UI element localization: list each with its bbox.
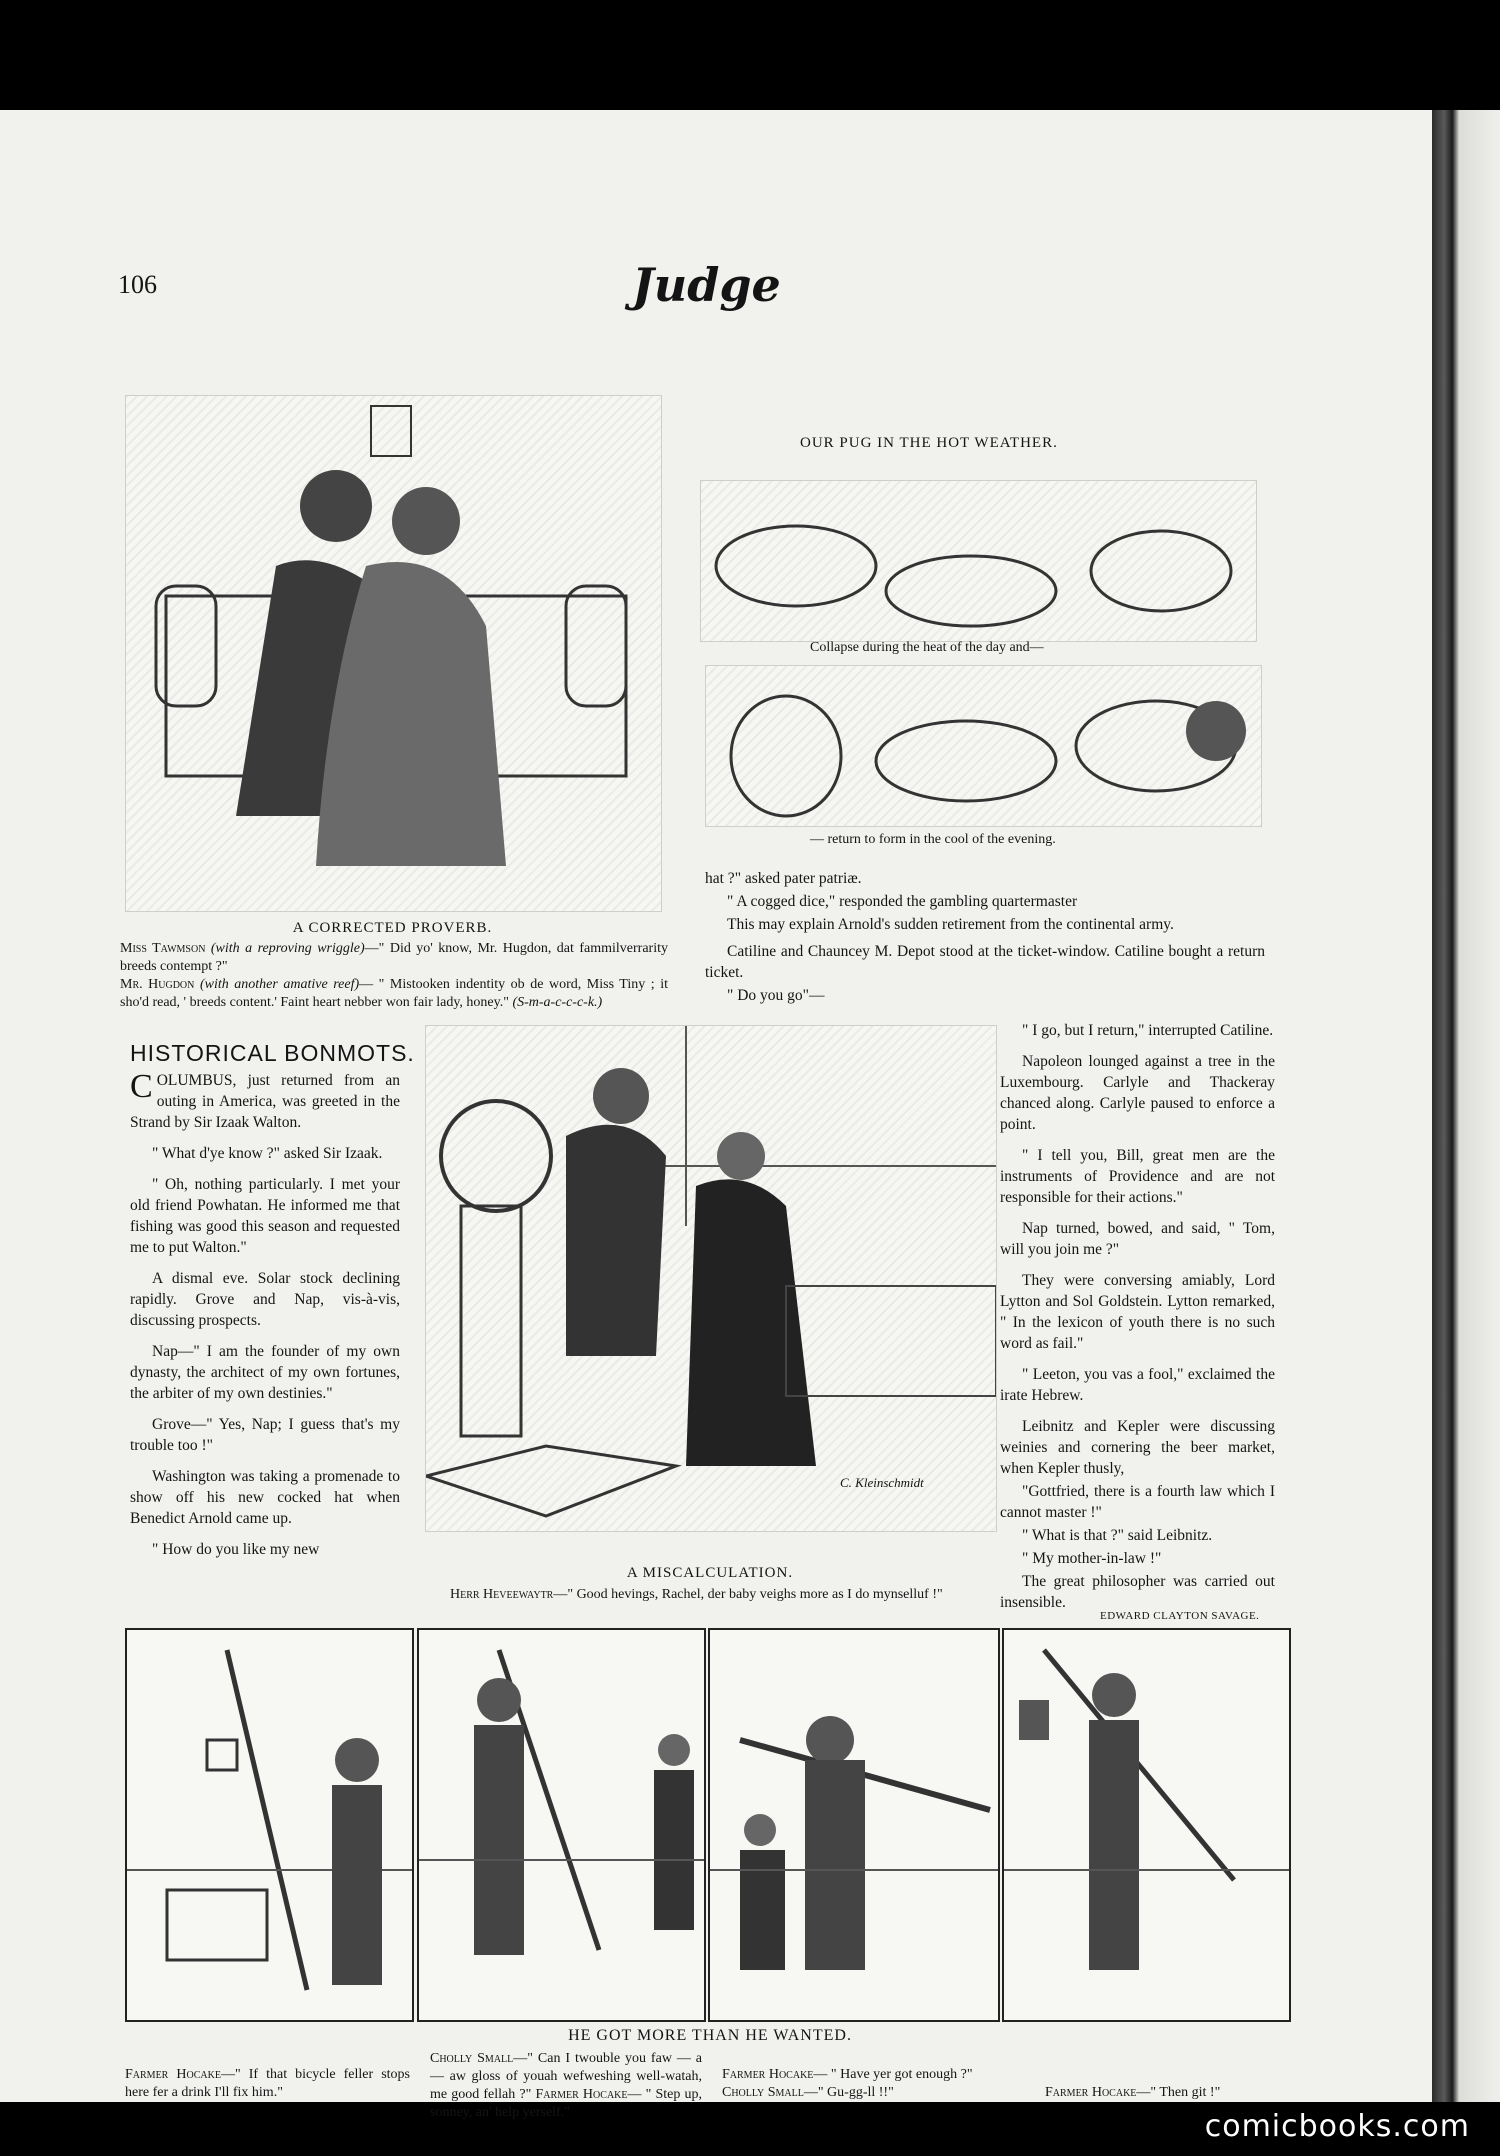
pump-handle-drawing bbox=[710, 1630, 998, 2020]
bonmots-para: "Gottfried, there is a fourth law which I cannot master !" bbox=[1000, 1483, 1275, 1521]
couple-on-sofa-drawing bbox=[126, 396, 661, 911]
bonmots-para: They were conversing amiably, Lord Lytton and Sol Goldstein. Lytton remarked, " In the lexicon of youth there is no such word as fail." bbox=[1000, 1272, 1275, 1352]
pug-caption-1: Collapse during the heat of the day and— bbox=[810, 640, 1044, 655]
bonmots-para: " A cogged dice," responded the gambling quartermaster bbox=[727, 893, 1078, 910]
bonmots-para: A dismal eve. Solar stock declining rapidly. Grove and Nap, vis-à-vis, discussing prospects. bbox=[130, 1270, 400, 1329]
weighing-scale-drawing bbox=[426, 1026, 996, 1531]
strip-caption-4 bbox=[1045, 2084, 1305, 2102]
strip-caption-speaker: Farmer Hocake bbox=[125, 2067, 221, 2082]
proverb-sfx: (S-m-a-c-c-c-k.) bbox=[512, 995, 603, 1010]
bonmots-para: " What is that ?" said Leibnitz. bbox=[1022, 1527, 1213, 1544]
proverb-direction2: (with another amative reef) bbox=[199, 977, 360, 992]
proverb-line1: —" Did yo' know, Mr. Hugdon, dat fammilverrarity breeds contempt ?" bbox=[120, 941, 668, 974]
pug-illustration-bottom bbox=[705, 665, 1262, 827]
strip-caption-2 bbox=[430, 2050, 702, 2122]
bonmots-para: Napoleon lounged against a tree in the Luxembourg. Carlyle and Thackeray chanced along. Carlyle paused to enforce a point. bbox=[1000, 1053, 1275, 1133]
bonmots-para: Nap—" I am the founder of my own dynasty, the architect of my own fortunes, the arbiter of my own destinies." bbox=[130, 1343, 400, 1402]
watermark: comicbooks.com bbox=[1204, 2109, 1470, 2144]
pug-title: OUR PUG IN THE HOT WEATHER. bbox=[800, 435, 1058, 451]
bonmots-mid-column bbox=[705, 868, 1265, 1016]
proverb-speaker1: Miss Tawmson bbox=[120, 941, 206, 956]
strip-panel-3 bbox=[708, 1628, 1000, 2022]
bonmots-para: Washington was taking a promenade to show off his new cocked hat when Benedict Arnold came up. bbox=[130, 1468, 400, 1527]
strip-caption-speaker-2: Cholly Small bbox=[722, 2085, 804, 2100]
strip-caption-text-2: — " Step up, sonney, an' help yerself." bbox=[430, 2087, 703, 2120]
strip-caption-text: —" If that bicycle feller stops here fer a drink I'll fix him." bbox=[125, 2067, 410, 2100]
bonmots-byline: EDWARD CLAYTON SAVAGE. bbox=[1100, 1610, 1260, 1622]
strip-caption-text: —" Can I twouble you faw — a — aw gloss of youah wefweshing well-watah, me good fellah ?" bbox=[430, 2051, 702, 2102]
strip-caption-speaker-2: Farmer Hocake bbox=[535, 2087, 628, 2102]
strip-panel-1 bbox=[125, 1628, 414, 2022]
strip-caption-text-2: —" Gu-gg-ll !!" bbox=[803, 2085, 894, 2100]
bonmots-para: Grove—" Yes, Nap; I guess that's my trouble too !" bbox=[130, 1416, 400, 1454]
bonmots-para: " I tell you, Bill, great men are the instruments of Providence and are not responsible for their actions." bbox=[1000, 1147, 1275, 1206]
strip-title: HE GOT MORE THAN HE WANTED. bbox=[568, 2027, 852, 2044]
proverb-dialogue bbox=[120, 940, 668, 1012]
drop-cap: C bbox=[130, 1068, 153, 1105]
bonmots-para: " I go, but I return," interrupted Catiline. bbox=[1022, 1022, 1274, 1039]
strip-panel-4 bbox=[1002, 1628, 1291, 2022]
miscalculation-artist-signature: C. Kleinschmidt bbox=[840, 1475, 924, 1490]
strip-caption-3 bbox=[722, 2066, 992, 2102]
proverb-illustration bbox=[125, 395, 662, 912]
bonmots-para: hat ?" asked pater patriæ. bbox=[705, 870, 862, 887]
bonmots-para: This may explain Arnold's sudden retirement from the continental army. bbox=[727, 916, 1174, 933]
strip-panel-2 bbox=[417, 1628, 706, 2022]
farmer-hit-by-bucket-drawing bbox=[1004, 1630, 1289, 2020]
proverb-line2: — " Mistooken indentity ob de word, Miss Tiny ; it sho'd read, ' breeds content.' Faint heart nebber won fair lady, honey." bbox=[120, 977, 669, 1010]
bonmots-title: HISTORICAL BONMOTS. bbox=[130, 1040, 415, 1066]
bonmots-para: " Do you go"— bbox=[727, 987, 825, 1004]
strip-caption-1 bbox=[125, 2066, 410, 2102]
strip-caption-speaker: Cholly Small bbox=[430, 2051, 514, 2066]
bonmots-para: " Leeton, you vas a fool," exclaimed the irate Hebrew. bbox=[1000, 1366, 1275, 1404]
farmer-and-cyclist-drawing bbox=[419, 1630, 704, 2020]
bonmots-para: " My mother-in-law !" bbox=[1022, 1550, 1162, 1567]
pugs-recovering-drawing bbox=[706, 666, 1261, 826]
miscalculation-caption bbox=[450, 1586, 1010, 1604]
miscalculation-speaker: Herr Heveewaytr bbox=[450, 1587, 554, 1602]
miscalculation-illustration bbox=[425, 1025, 997, 1532]
book-spine bbox=[1432, 110, 1500, 2102]
miscalculation-line: —" Good hevings, Rachel, der baby veighs more as I do mynselluf !" bbox=[553, 1587, 943, 1602]
strip-caption-speaker: Farmer Hocake bbox=[1045, 2085, 1137, 2100]
proverb-title: A CORRECTED PROVERB. bbox=[292, 920, 493, 936]
bonmots-right-column bbox=[1000, 1020, 1275, 1615]
pug-caption-2: — return to form in the cool of the evening. bbox=[810, 832, 1056, 847]
proverb-direction1: (with a reproving wriggle) bbox=[210, 941, 365, 956]
bonmots-para: COLUMBUS, just returned from an outing in America, was greeted in the Strand by Sir Izaak Walton. bbox=[130, 1068, 400, 1131]
pug-illustration-top bbox=[700, 480, 1257, 642]
bonmots-para: The great philosopher was carried out insensible. bbox=[1000, 1573, 1275, 1611]
bonmots-para: " What d'ye know ?" asked Sir Izaak. bbox=[152, 1145, 383, 1162]
farmer-at-well-drawing bbox=[127, 1630, 412, 2020]
bonmots-para: " How do you like my new bbox=[152, 1541, 320, 1558]
magazine-page bbox=[0, 110, 1432, 2120]
bonmots-para: Catiline and Chauncey M. Depot stood at the ticket-window. Catiline bought a return ticket. bbox=[705, 943, 1265, 981]
strip-caption-text: —" Then git !" bbox=[1136, 2085, 1221, 2100]
proverb-speaker2: Mr. Hugdon bbox=[120, 977, 195, 992]
bonmots-para: Leibnitz and Kepler were discussing weinies and cornering the beer market, when Kepler thusly, bbox=[1000, 1418, 1275, 1477]
miscalculation-title: A MISCALCULATION. bbox=[626, 1565, 794, 1581]
pugs-collapsing-drawing bbox=[701, 481, 1256, 641]
bonmots-para: " Oh, nothing particularly. I met your old friend Powhatan. He informed me that fishing was good this season and requested me to put Walton." bbox=[130, 1176, 400, 1256]
masthead: Judge bbox=[632, 258, 781, 312]
bonmots-left-column bbox=[130, 1070, 400, 1570]
page-number: 106 bbox=[118, 270, 157, 299]
strip-caption-speaker: Farmer Hocake bbox=[722, 2067, 814, 2082]
bonmots-para: Nap turned, bowed, and said, " Tom, will you join me ?" bbox=[1000, 1220, 1275, 1258]
strip-caption-text: — " Have yer got enough ?" bbox=[813, 2067, 973, 2082]
